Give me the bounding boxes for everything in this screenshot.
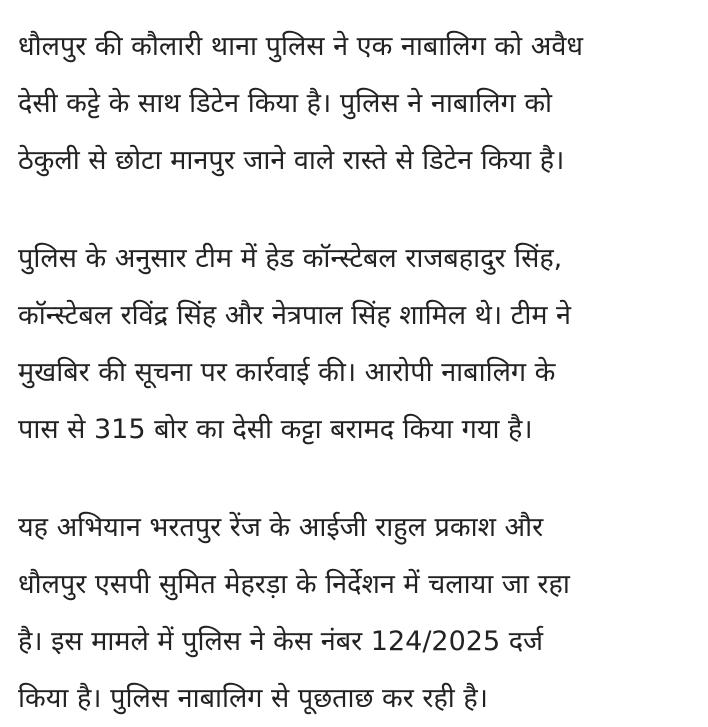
- text-line: यह अभियान भरतपुर रेंज के आईजी राहुल प्रकाश और: [18, 512, 544, 543]
- text-line: देसी कट्टे के साथ डिटेन किया है। पुलिस ने नाबालिग को: [18, 88, 553, 119]
- text-line: कॉन्स्टेबल रविंद्र सिंह और नेत्रपाल सिंह शामिल थे। टीम ने: [18, 300, 572, 331]
- news-article: [18, 18, 698, 727]
- text-line: धौलपुर एसपी सुमित मेहरड़ा के निर्देशन में चलाया जा रहा: [18, 569, 570, 600]
- paragraph-team: [18, 230, 698, 458]
- paragraph-detention: [18, 18, 698, 189]
- text-line: पास से 315 बोर का देसी कट्टा बरामद किया गया है।: [18, 414, 533, 445]
- text-line: ठेकुली से छोटा मानपुर जाने वाले रास्ते से डिटेन किया है।: [18, 145, 565, 176]
- text-line: है। इस मामले में पुलिस ने केस नंबर 124/2025 दर्ज: [18, 626, 544, 657]
- text-line: किया है। पुलिस नाबालिग से पूछताछ कर रही है।: [18, 683, 488, 714]
- text-line: धौलपुर की कौलारी थाना पुलिस ने एक नाबालिग को अवैध: [18, 31, 583, 62]
- paragraph-campaign: [18, 499, 698, 727]
- text-line: मुखबिर की सूचना पर कार्रवाई की। आरोपी नाबालिग के: [18, 357, 556, 388]
- text-line: पुलिस के अनुसार टीम में हेड कॉन्स्टेबल राजबहादुर सिंह,: [18, 243, 563, 274]
